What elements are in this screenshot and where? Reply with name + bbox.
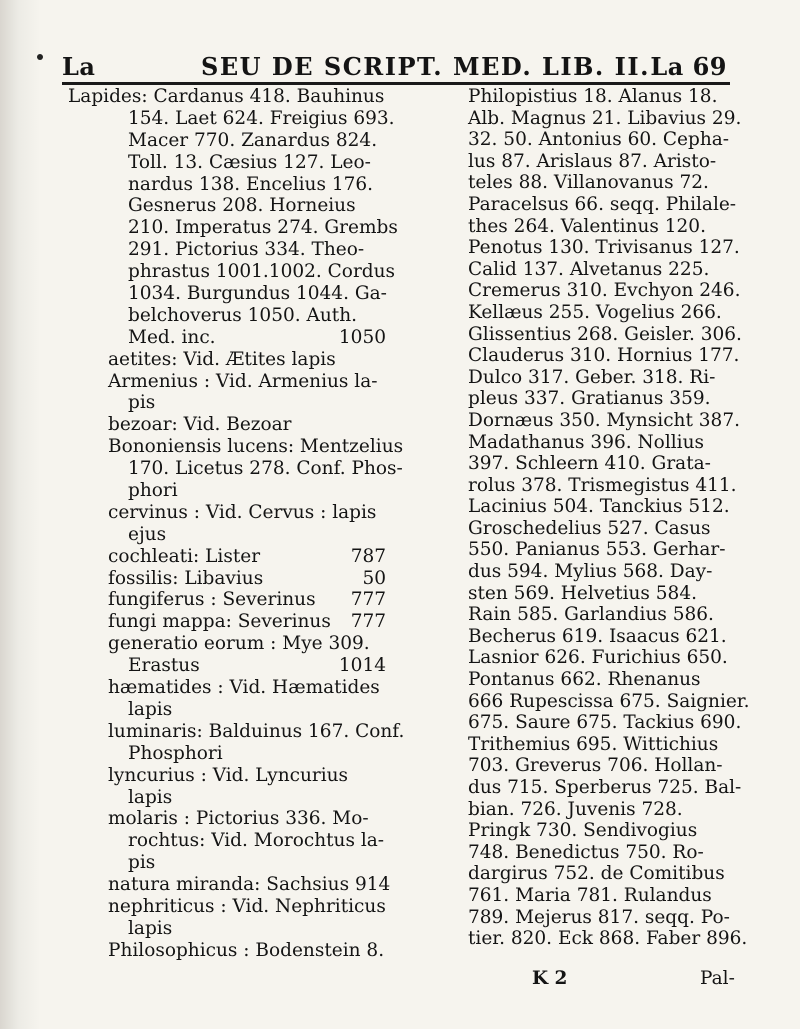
index-entry-line [468,799,734,821]
index-entry-line [68,808,398,830]
index-entry-line [468,928,748,950]
index-entry-line [468,863,734,885]
entry-text: Rain 585. Garlandius 586. [468,604,714,626]
entry-text: Alb. Magnus 21. Libavius 29. [468,107,742,129]
entry-text: lus 87. Arislaus 87. Aristo- [468,150,717,172]
header-rule [62,82,730,85]
index-entry-line [468,539,734,561]
entry-page-number: 777 [350,589,386,611]
index-entry-line [68,765,398,787]
entry-text: phrastus 1001.1002. Cordus [128,261,396,283]
index-entry-line [68,392,398,414]
left-column [68,86,405,962]
entry-text: Armenius : Vid. Armenius la- [108,370,378,392]
entry-text: Med. inc. [128,326,216,348]
entry-text: belchoverus 1050. Auth. [128,304,358,326]
entry-page-number: 50 [362,567,386,589]
entry-text: 154. Laet 624. Freigius 693. [128,107,395,129]
entry-text: 789. Mejerus 817. seqq. Po- [468,906,730,928]
entry-text: Phosphori [128,742,223,764]
entry-text: Becherus 619. Isaacus 621. [468,625,727,647]
index-entry-line [468,755,734,777]
index-entry-line [68,896,398,918]
entry-text: rolus 378. Trismegistus 411. [468,474,737,496]
index-entry-line [468,345,740,367]
index-entry-line [468,107,742,130]
entry-text: Paracelsus 66. seqq. Philale- [468,193,737,215]
index-entry-line [468,302,734,324]
entry-text: pleus 337. Gratianus 359. [468,388,711,410]
index-entry-line [468,129,734,151]
index-entry-line [468,626,734,648]
index-entry-line [68,152,398,174]
entry-text: Clauderus 310. Hornius 177. [468,345,740,367]
index-entry-line [68,874,398,896]
entry-text: cervinus : Vid. Cervus : lapis [108,501,377,523]
entry-text: fossilis: Libavius [108,567,264,589]
index-entry-line [468,734,734,756]
entry-text: Philopistius 18. Alanus 18. [468,86,718,107]
index-entry-line [468,216,734,238]
index-entry-line [468,885,734,907]
entry-text: Lasnior 626. Furichius 650. [468,647,728,669]
entry-text: Bononiensis lucens: Mentzelius [108,436,404,458]
index-entry-line [468,842,734,864]
entry-text: Dulco 317. Geber. 318. Ri- [468,366,716,388]
index-entry-line [468,259,734,281]
index-entry-line [68,524,398,546]
entry-text: nardus 138. Encelius 176. [128,173,374,195]
entry-text: dargirus 752. de Comitibus [468,863,725,885]
entry-text: teles 88. Villanovanus 72. [468,172,709,194]
index-entry-line [68,436,404,458]
margin-bullet [37,54,43,60]
index-entry-line [68,568,398,590]
index-entry-line [468,474,737,497]
entry-text: Lapides: Cardanus 418. Bauhinus [68,86,385,107]
index-entry-line [468,496,734,518]
index-entry-line [68,349,398,371]
index-entry-line [68,217,398,239]
index-entry-line [68,589,398,611]
index-entry-line [468,820,734,842]
index-entry-line [468,561,734,583]
entry-text: 32. 50. Antonius 60. Cepha- [468,129,730,151]
entry-text: Philosophicus : Bodenstein 8. [108,939,385,961]
index-entry-line [468,172,734,194]
index-entry-line [68,699,398,721]
index-entry-line [68,743,398,765]
index-entry-line [68,174,398,196]
index-entry-line [468,193,737,216]
index-entry-line [468,409,740,432]
entry-text: fungiferus : Severinus [108,589,316,611]
entry-text: aetites: Vid. Ætites lapis [108,348,336,370]
entry-text: 675. Saure 675. Tackius 690. [468,712,742,734]
entry-text: bezoar: Vid. Bezoar [108,414,292,436]
index-entry-line [468,907,734,929]
index-entry-line [468,367,734,389]
entry-text: dus 715. Sperberus 725. Bal- [468,777,742,798]
index-entry-line [68,414,398,436]
index-entry-line [468,583,734,605]
entry-text: thes 264. Valentinus 120. [468,215,706,237]
index-entry-line [468,777,742,799]
entry-text: phori [128,480,178,502]
entry-page-number: 787 [350,545,386,567]
index-entry-line [68,283,398,305]
index-entry-line [68,611,398,633]
entry-text: Toll. 13. Cæsius 127. Leo- [128,151,371,173]
index-entry-line [68,86,398,108]
header-left-word: La [62,52,96,81]
index-entry-line [68,918,398,940]
index-entry-line [68,195,398,217]
index-entry-line [68,852,398,874]
entry-text: natura miranda: Sachsius 914 [108,874,391,896]
index-entry-line [68,458,403,480]
index-entry-line [468,237,740,259]
entry-text: 210. Imperatus 274. Grembs [128,217,398,239]
entry-text: Pringk 730. Sendivogius [468,820,698,842]
entry-text: lyncurius : Vid. Lyncurius [108,764,349,786]
right-column [468,86,750,950]
index-entry-line [68,502,398,524]
entry-text: lapis [128,786,173,808]
index-entry-line [68,720,405,743]
index-entry-line [468,669,734,691]
index-entry-line [68,546,398,568]
entry-page-number: 1050 [338,326,386,348]
index-entry-line [468,453,734,475]
entry-text: 170. Licetus 278. Conf. Phos- [128,458,403,480]
index-entry-line [468,647,734,669]
index-entry-line [68,940,398,962]
entry-text: tier. 820. Eck 868. Faber 896. [468,928,748,950]
index-entry-line [68,261,398,283]
entry-text: Pontanus 662. Rhenanus [468,669,701,691]
entry-text: bian. 726. Juvenis 728. [468,798,683,820]
index-entry-line [68,830,398,852]
entry-text: Gesnerus 208. Horneius [128,195,356,217]
index-entry-line [468,323,742,346]
entry-text: 761. Maria 781. Rulandus [468,884,712,906]
entry-text: 748. Benedictus 750. Ro- [468,841,704,863]
index-entry-line [68,677,398,699]
index-entry-line [468,388,734,410]
entry-text: Groschedelius 527. Casus [468,517,711,539]
entry-text: lapis [128,917,173,939]
index-entry-line [68,633,398,655]
index-entry-line [68,130,398,152]
index-entry-line [68,480,398,502]
entry-text: 703. Greverus 706. Hollan- [468,755,723,777]
index-entry-line [468,690,750,713]
entry-text: fungi mappa: Severinus [108,611,331,633]
entry-text: pis [128,852,156,874]
entry-text: Lacinius 504. Tanckius 512. [468,496,730,518]
entry-text: Madathanus 396. Nollius [468,431,704,453]
entry-text: Erastus [128,655,200,677]
entry-text: luminaris: Balduinus 167. Conf. [108,720,405,742]
entry-text: 666 Rupescissa 675. Saignier. [468,690,750,712]
entry-text: dus 594. Mylius 568. Day- [468,561,713,583]
catchword: Pal- [700,968,735,989]
entry-text: lapis [128,698,173,720]
entry-text: rochtus: Vid. Morochtus la- [128,830,385,852]
entry-text: nephriticus : Vid. Nephriticus [108,895,386,917]
signature-mark: K 2 [532,968,568,989]
index-entry-line [468,604,734,626]
index-entry-line [468,151,734,173]
entry-page-number: 777 [350,611,386,633]
index-entry-line [68,655,398,677]
entry-page-number: 1014 [338,655,386,677]
index-entry-line [468,86,734,108]
index-entry-line [68,327,398,349]
entry-text: Macer 770. Zanardus 824. [128,129,378,151]
index-entry-line [68,305,398,327]
entry-text: Glissentius 268. Geisler. 306. [468,323,742,345]
entry-text: Penotus 130. Trivisanus 127. [468,237,740,259]
entry-text: Cremerus 310. Evchyon 246. [468,280,741,302]
entry-text: hæmatides : Vid. Hæmatides [108,677,380,699]
entry-text: cochleati: Lister [108,545,261,567]
entry-text: Dornæus 350. Mynsicht 387. [468,409,740,431]
entry-text: pis [128,392,156,414]
index-entry-line [468,712,742,734]
entry-text: ejus [128,523,167,545]
entry-text: sten 569. Helvetius 584. [468,582,697,604]
entry-text: Calid 137. Alvetanus 225. [468,258,710,280]
header-title: SEU DE SCRIPT. MED. LIB. II. [201,52,650,81]
entry-text: 291. Pictorius 334. Theo- [128,239,365,261]
entry-text: Kellæus 255. Vogelius 266. [468,301,722,323]
index-entry-line [468,280,741,302]
entry-text: generatio eorum : Mye 309. [108,633,370,655]
index-entry-line [468,432,734,454]
entry-text: Trithemius 695. Wittichius [468,733,719,755]
index-entry-line [468,518,734,540]
index-entry-line [68,108,398,130]
entry-text: 397. Schleern 410. Grata- [468,453,711,475]
index-entry-line [68,239,398,261]
entry-text: molaris : Pictorius 336. Mo- [108,808,369,830]
header-page-number: La 69 [650,52,727,81]
entry-text: 1034. Burgundus 1044. Ga- [128,283,387,305]
index-entry-line [68,371,398,393]
index-entry-line [68,787,398,809]
running-header [62,48,727,84]
entry-text: 550. Panianus 553. Gerhar- [468,539,726,561]
